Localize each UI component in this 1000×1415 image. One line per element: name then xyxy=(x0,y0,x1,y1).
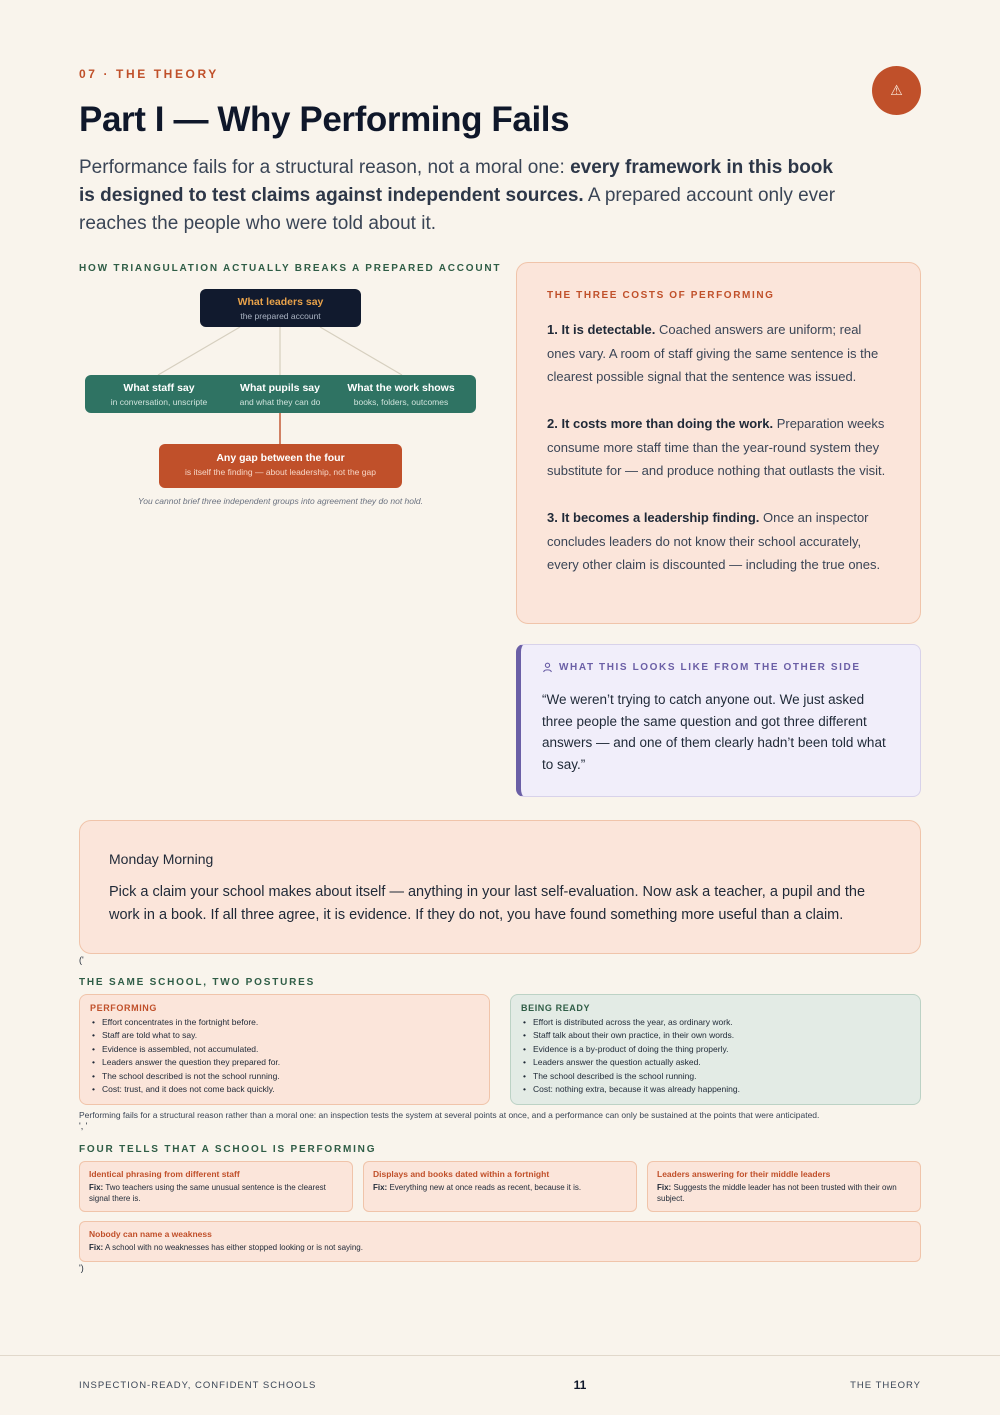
node-gap-sub: is itself the finding — about leadership, not the gap xyxy=(185,467,376,477)
page-number: 11 xyxy=(573,1378,587,1392)
list-item: • Evidence is assembled, not accumulated. xyxy=(90,1043,479,1056)
page-title: Part I — Why Performing Fails xyxy=(79,100,570,139)
list-item: • Cost: nothing extra, because it was already happening. xyxy=(521,1083,910,1096)
tell-card xyxy=(363,1161,637,1212)
warning-icon: ⚠ xyxy=(872,66,921,115)
costs-heading: THE THREE COSTS OF PERFORMING xyxy=(547,290,775,301)
list-item: • The school described is the school running. xyxy=(521,1070,910,1083)
tell-title: Identical phrasing from different staff xyxy=(89,1169,240,1179)
tell-card xyxy=(79,1221,921,1262)
node-leaders-title: What leaders say xyxy=(237,296,324,308)
list-item: • Staff are told what to say. xyxy=(90,1029,479,1042)
footer-section: THE THEORY xyxy=(850,1380,921,1391)
node-pupils: What pupils say and what they can do xyxy=(239,382,321,407)
node-work: What the work shows books, folders, outcomes xyxy=(347,382,455,407)
node-sources xyxy=(85,375,476,413)
node-staff: What staff say in conversation, unscripte xyxy=(110,382,208,407)
tell-fix: Fix: A school with no weaknesses has either stopped looking or is not saying. xyxy=(89,1243,363,1252)
connector-work xyxy=(320,327,402,375)
node-leaders-sub: the prepared account xyxy=(240,311,321,321)
tell-title: Nobody can name a weakness xyxy=(89,1229,212,1239)
monday-panel xyxy=(79,820,921,954)
tells-label: FOUR TELLS THAT A SCHOOL IS PERFORMING xyxy=(79,1144,377,1155)
lede-paragraph: Performance fails for a structural reason, not a moral one: every framework in this book is designed to test claims against independent sources. A prepared account only ever reaches the people who were told about it. xyxy=(79,157,836,234)
cost-item: 2. It costs more than doing the work. Preparation weeks consume more staff time than the year-round system they substitute for — and produce nothing that outlasts the visit. xyxy=(547,416,886,478)
postures-note: Performing fails for a structural reason rather than a moral one: an inspection tests the system at several points at once, and a performance can only be sustained at the points that were anticipated. xyxy=(79,1110,820,1120)
posture-ready xyxy=(510,994,921,1105)
monday-text: Pick a claim your school makes about itself — anything in your last self-evaluation. Now ask a teacher, a pupil and the work in a book. If all three agree, it is evidence. If they do not, you have found something more useful than a claim. xyxy=(109,884,866,923)
list-item: • The school described is not the school running. xyxy=(90,1070,479,1083)
connector-staff xyxy=(158,327,240,375)
list-item: • Evidence is a by-product of doing the thing properly. xyxy=(521,1043,910,1056)
tell-card xyxy=(647,1161,921,1212)
list-item: • Cost: trust, and it does not come back quickly. xyxy=(90,1083,479,1096)
list-item: • Effort concentrates in the fortnight before. xyxy=(90,1016,479,1029)
footer-divider xyxy=(0,1355,1000,1356)
costs-panel xyxy=(516,262,921,624)
person-icon xyxy=(542,662,553,673)
monday-heading: Monday Morning xyxy=(109,851,214,867)
diagram-label: HOW TRIANGULATION ACTUALLY BREAKS A PREPARED ACCOUNT xyxy=(79,263,502,274)
list-item: • Staff talk about their own practice, in their own words. xyxy=(521,1029,910,1042)
stray-text-open: (' xyxy=(79,955,84,965)
tell-title: Leaders answering for their middle leaders xyxy=(657,1169,831,1179)
node-gap-title: Any gap between the four xyxy=(216,452,345,464)
diagram-caption: You cannot brief three independent groups into agreement they do not hold. xyxy=(138,496,423,506)
posture-performing xyxy=(79,994,490,1105)
tell-fix: Fix: Everything new at once reads as recent, because it is. xyxy=(373,1183,582,1192)
section-eyebrow: 07 · THE THEORY xyxy=(79,67,219,81)
stray-text-close: ') xyxy=(79,1263,84,1273)
quote-heading: WHAT THIS LOOKS LIKE FROM THE OTHER SIDE xyxy=(559,662,861,673)
posture-performing-heading: PERFORMING xyxy=(90,1003,158,1013)
postures-label: THE SAME SCHOOL, TWO POSTURES xyxy=(79,977,316,988)
cost-item: 1. It is detectable. Coached answers are uniform; real ones vary. A room of staff giving the same sentence is the clearest possible signal that the sentence was issued. xyxy=(547,322,879,384)
quote-panel xyxy=(516,644,921,797)
list-item: • Leaders answer the question they prepared for. xyxy=(90,1056,479,1069)
list-item: • Leaders answer the question actually asked. xyxy=(521,1056,910,1069)
tell-fix: Fix: Suggests the middle leader has not been trusted with their own subject. xyxy=(657,1183,897,1203)
posture-ready-heading: BEING READY xyxy=(521,1003,591,1013)
footer-book-title: INSPECTION-READY, CONFIDENT SCHOOLS xyxy=(79,1380,317,1391)
tell-card xyxy=(79,1161,353,1212)
list-item: • Effort is distributed across the year, as ordinary work. xyxy=(521,1016,910,1029)
lede-emphasis: every framework in this book is designed to test claims against independent sources. xyxy=(79,157,833,206)
tell-fix: Fix: Two teachers using the same unusual sentence is the clearest signal there is. xyxy=(89,1183,326,1203)
quote-text: “We weren’t trying to catch anyone out. We just asked three people the same question and got three different answers — and one of them clearly hadn’t been told what to say.” xyxy=(542,692,886,772)
stray-text-mid: ', ' xyxy=(79,1121,88,1131)
node-leaders xyxy=(200,289,361,327)
cost-item: 3. It becomes a leadership finding. Once an inspector concludes leaders do not know their school accurately, every other claim is discounted — including the true ones. xyxy=(547,510,881,572)
node-gap xyxy=(159,444,402,488)
tell-title: Displays and books dated within a fortnight xyxy=(373,1169,550,1179)
